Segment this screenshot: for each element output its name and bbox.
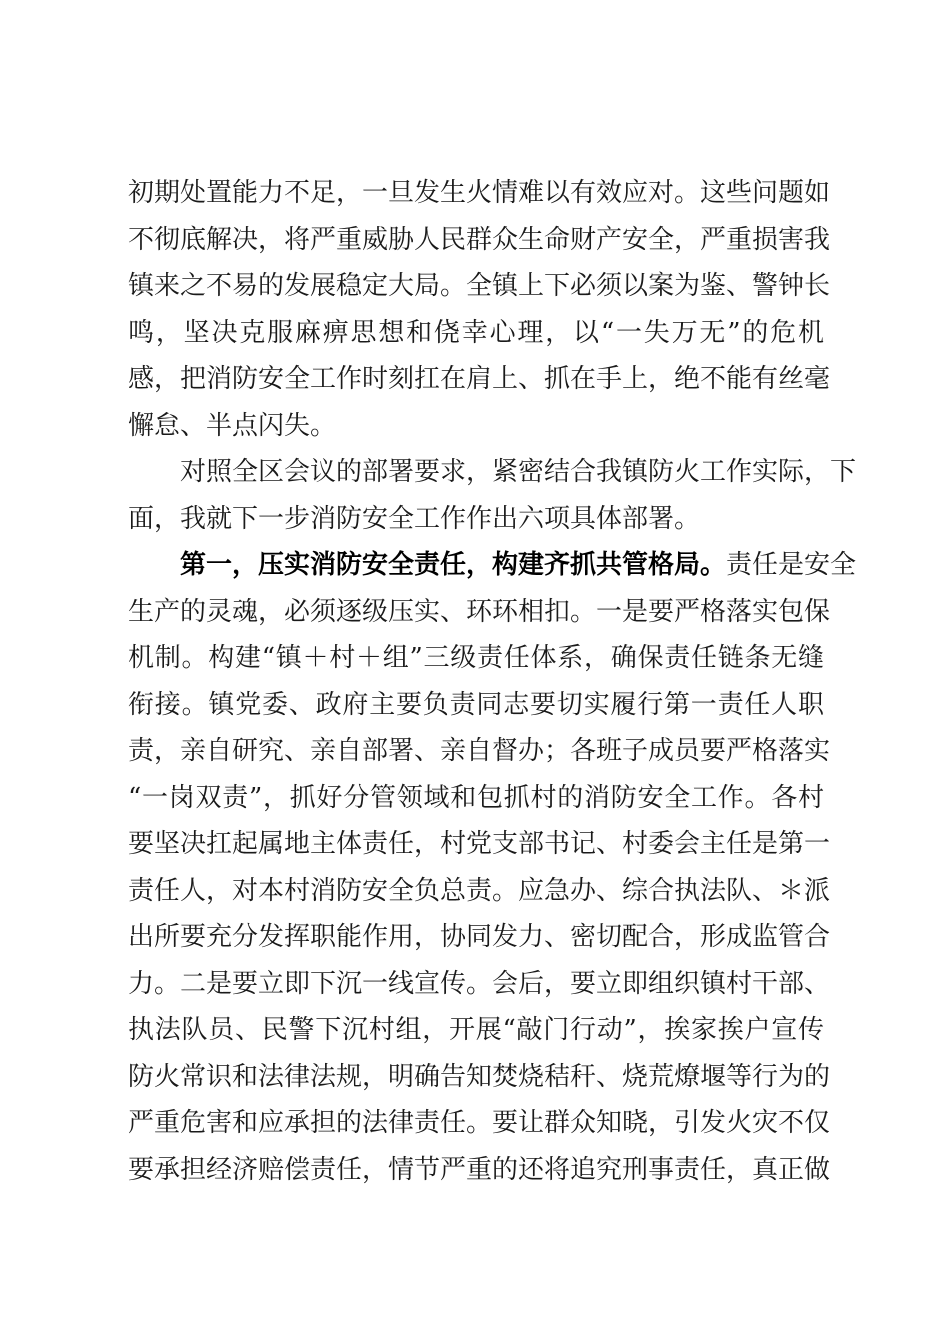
section-heading: 第一，压实消防安全责任，构建齐抓共管格局。: [180, 550, 727, 580]
text-line: 防火常识和法律法规，明确告知焚烧秸秆、烧荒燎堰等行为的: [128, 1061, 831, 1092]
text-line: 感，把消防安全工作时刻扛在肩上、抓在手上，绝不能有丝毫: [128, 364, 831, 394]
text-line: 责任人，对本村消防安全负总责。应急办、综合执法队、＊派: [128, 875, 831, 906]
paragraph-3: [128, 542, 857, 1193]
text-line: 要坚决扛起属地主体责任，村党支部书记、村委会主任是第一: [128, 829, 831, 859]
text-line: 机制。构建“镇＋村＋组”三级责任体系，确保责任链条无缝: [128, 643, 824, 673]
text-line: 要承担经济赔偿责任，情节严重的还将追究刑事责任，真正做: [128, 1154, 831, 1185]
text-line: 出所要充分发挥职能作用，协同发力、密切配合，形成监管合: [128, 922, 831, 952]
paragraph-2: [128, 449, 857, 542]
text-line: 面，我就下一步消防安全工作作出六项具体部署。: [128, 503, 701, 534]
text-line: 严重危害和应承担的法律责任。要让群众知晓，引发火灾不仅: [128, 1108, 831, 1138]
text-line: 生产的灵魂，必须逐级压实、环环相扣。一是要严格落实包保: [128, 596, 831, 627]
text-line: 责，亲自研究、亲自部署、亲自督办；各班子成员要严格落实: [128, 736, 831, 766]
text-line: 懈怠、半点闪失。: [128, 410, 337, 441]
text-line: “一岗双责”，抓好分管领域和包抓村的消防安全工作。各村: [128, 782, 824, 813]
document-body: [128, 170, 857, 1193]
text-line: [128, 542, 857, 589]
text-line: 鸣，坚决克服麻痹思想和侥幸心理，以“一失万无”的危机: [128, 317, 824, 348]
text-line: 执法队员、民警下沉村组，开展“敲门行动”，挨家挨户宣传: [128, 1015, 824, 1045]
text-run: 责任是安全: [726, 550, 857, 580]
text-line: 衔接。镇党委、政府主要负责同志要切实履行第一责任人职: [128, 689, 824, 720]
text-line: 不彻底解决，将严重威胁人民群众生命财产安全，严重损害我: [128, 224, 831, 255]
text-line: 力。二是要立即下沉一线宣传。会后，要立即组织镇村干部、: [128, 968, 831, 999]
text-line: 初期处置能力不足，一旦发生火情难以有效应对。这些问题如: [128, 178, 831, 208]
paragraph-1: [128, 170, 831, 449]
text-line: 镇来之不易的发展稳定大局。全镇上下必须以案为鉴、警钟长: [128, 271, 831, 301]
text-line: 对照全区会议的部署要求，紧密结合我镇防火工作实际，下: [180, 457, 857, 487]
